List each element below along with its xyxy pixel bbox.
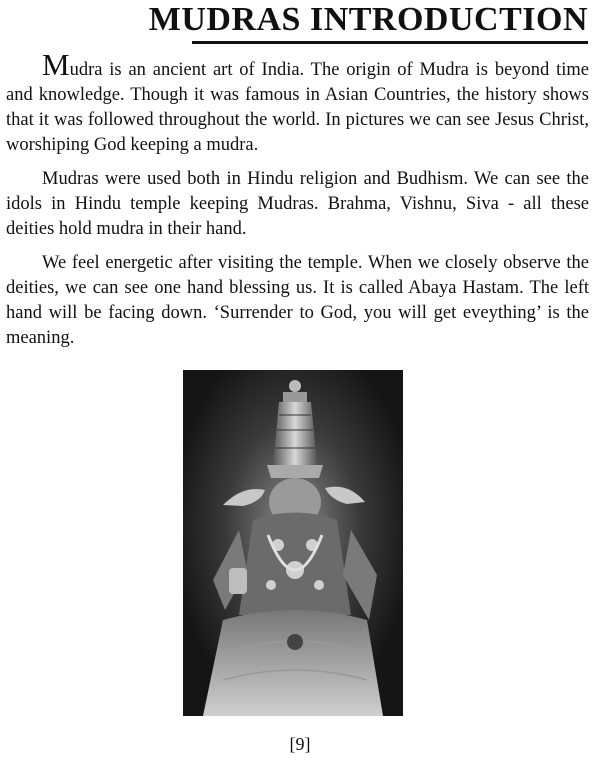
paragraph-1-text: udra is an ancient art of India. The origin of Mudra is beyond time and knowledge. Though it was famous in Asian Countries, the history shows that it was followed throughout the world. In pictures we can see Jesus Christ, worshiping God keeping a mudra. <box>6 60 589 155</box>
page-title: MUDRAS INTRODUCTION <box>148 1 588 38</box>
paragraph-2: Mudras were used both in Hindu religion and Budhism. We can see the idols in Hindu temple keeping Mudras. Brahma, Vishnu, Siva - all these deities hold mudra in their hand. <box>6 169 589 239</box>
deity-photo <box>183 370 403 716</box>
body-text <box>6 47 589 360</box>
paragraph-1 <box>6 47 589 158</box>
title-underline <box>192 41 588 44</box>
paragraph-3: We feel energetic after visiting the temple. When we closely observe the deities, we can see one hand blessing us. It is called Abaya Hastam. The left hand will be facing down. ‘Surrender to God, you will get eveything’ is the meaning. <box>6 253 589 348</box>
page-number: [9] <box>289 734 311 754</box>
drop-cap: M <box>42 47 70 82</box>
